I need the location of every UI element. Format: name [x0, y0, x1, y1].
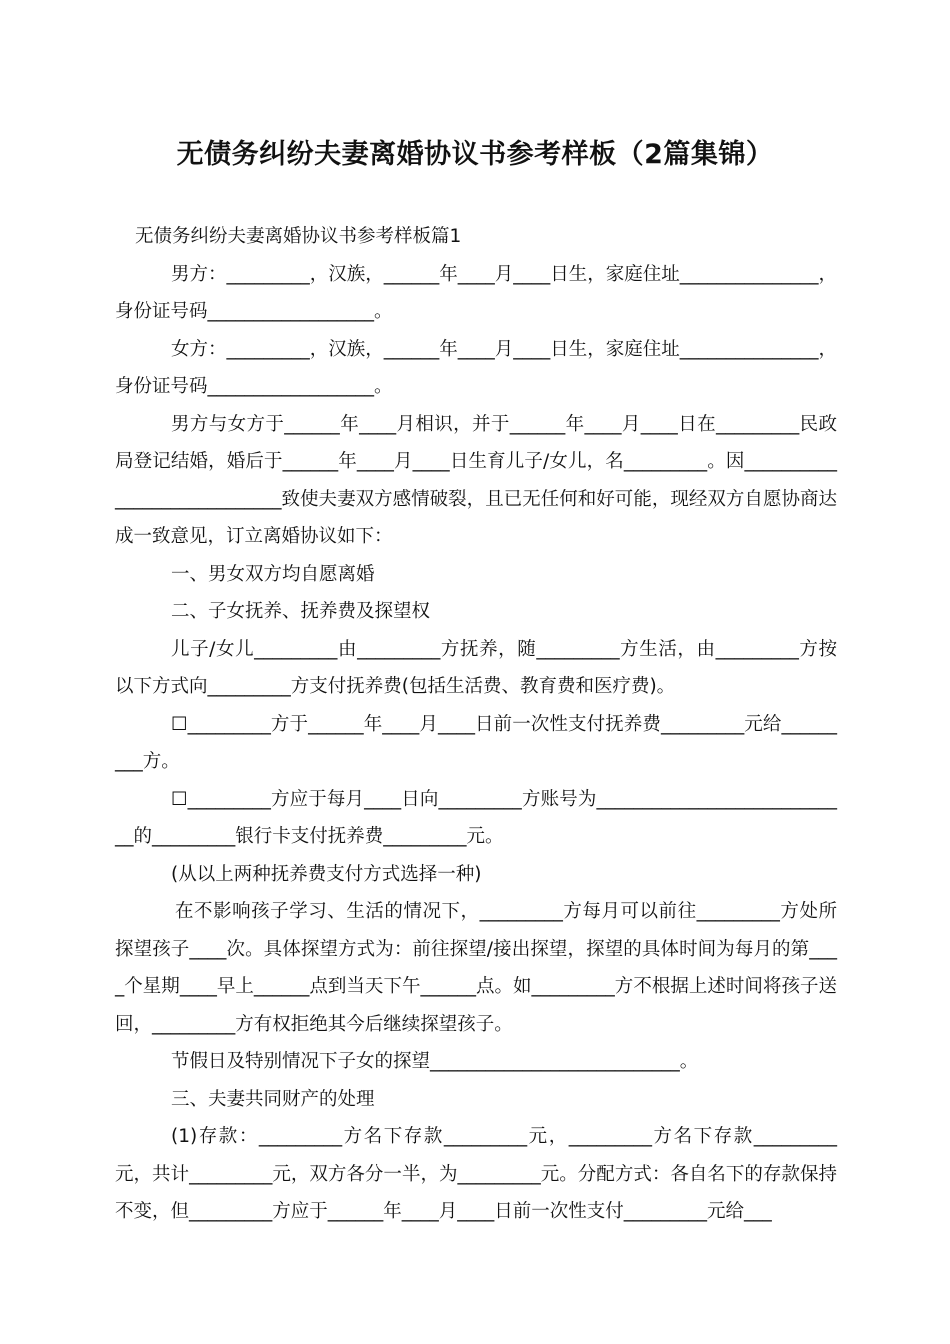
document-title: 无债务纠纷夫妻离婚协议书参考样板（2篇集锦）: [176, 139, 774, 170]
section-subtitle: 无债务纠纷夫妻离婚协议书参考样板篇1: [135, 226, 462, 247]
paragraph-option-monthly: ☐_________方应于每月____日向_________方账号为____________________________的_________银行卡支付抚养费_________元。: [115, 788, 837, 847]
paragraph-holiday-visitation: 节假日及特别情况下子女的探望___________________________。: [171, 1051, 699, 1072]
paragraph-male-info: 男方：_________，汉族，______年____月____日生，家庭住址_______________，身份证号码__________________。: [115, 263, 838, 322]
paragraph-child-custody: 儿子/女儿_________由_________方抚养，随_________方生活，由_________方按以下方式向_________方支付抚养费(包括生活费、教育费和医疗费)。: [115, 638, 837, 697]
paragraph-marriage-background: 男方与女方于______年____月相识，并于______年____月____日在_________民政局登记结婚，婚后于______年____月____日生育儿子/女儿，名_________。因____________________________致使夫妻双方感情破裂，且已无任何和好可能，现经双方自愿协商达成一致意见，订立离婚协议如下：: [115, 413, 837, 547]
paragraph-female-info: 女方：_________，汉族，______年____月____日生，家庭住址_______________，身份证号码__________________。: [115, 338, 838, 397]
paragraph-payment-note: (从以上两种抚养费支付方式选择一种): [171, 863, 482, 885]
paragraph-visitation: 在不影响孩子学习、生活的情况下，_________方每月可以前往_________方处所探望孩子____次。具体探望方式为：前往探望/接出探望，探望的具体时间为每月的第____个星期____早上______点到当天下午______点。如_________方不根据上述时间将孩子送回，_________方有权拒绝其今后继续探望孩子。: [115, 901, 837, 1035]
clause-heading-divorce: 一、男女双方均自愿离婚: [171, 563, 375, 585]
clause-heading-property: 三、夫妻共同财产的处理: [171, 1088, 375, 1110]
paragraph-option-lump-sum: ☐_________方于______年____月____日前一次性支付抚养费_________元给_________方。: [115, 713, 837, 772]
clause-heading-child-custody: 二、子女抚养、抚养费及探望权: [171, 601, 431, 622]
document-body: [115, 218, 837, 1231]
paragraph-deposits: (1)存款：_________方名下存款_________元，_________方名下存款_________元，共计_________元，双方各分一半，为_________元。分配方式：各自名下的存款保持不变，但_________方应于______年____月____日前一次性支付_________元给___: [115, 1126, 837, 1222]
